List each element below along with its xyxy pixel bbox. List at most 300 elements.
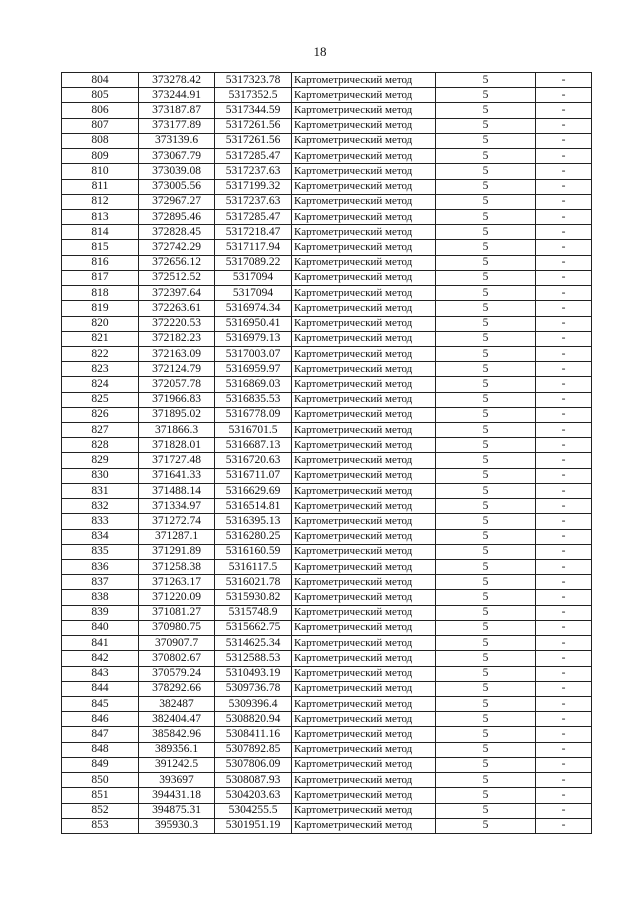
x-coordinate-cell: 391242.5	[139, 757, 215, 772]
description-cell: -	[536, 818, 592, 833]
method-cell: Картометрический метод	[292, 240, 436, 255]
y-coordinate-cell: 5316687.13	[215, 438, 292, 453]
y-coordinate-cell: 5316021.78	[215, 575, 292, 590]
x-coordinate-cell: 372742.29	[139, 240, 215, 255]
method-cell: Картометрический метод	[292, 407, 436, 422]
table-row	[62, 590, 592, 605]
method-cell: Картометрический метод	[292, 286, 436, 301]
table-row	[62, 316, 592, 331]
table-row	[62, 803, 592, 818]
y-coordinate-cell: 5315930.82	[215, 590, 292, 605]
accuracy-cell: 5	[436, 255, 536, 270]
x-coordinate-cell: 371727.48	[139, 453, 215, 468]
x-coordinate-cell: 371258.38	[139, 560, 215, 575]
table-row	[62, 818, 592, 833]
method-cell: Картометрический метод	[292, 133, 436, 148]
description-cell: -	[536, 651, 592, 666]
point-number-cell: 818	[62, 286, 139, 301]
point-number-cell: 825	[62, 392, 139, 407]
coordinates-table-body	[62, 73, 592, 834]
table-row	[62, 346, 592, 361]
method-cell: Картометрический метод	[292, 742, 436, 757]
x-coordinate-cell: 382404.47	[139, 712, 215, 727]
accuracy-cell: 5	[436, 301, 536, 316]
point-number-cell: 815	[62, 240, 139, 255]
x-coordinate-cell: 373187.87	[139, 103, 215, 118]
point-number-cell: 828	[62, 438, 139, 453]
accuracy-cell: 5	[436, 742, 536, 757]
x-coordinate-cell: 371291.89	[139, 544, 215, 559]
table-row	[62, 696, 592, 711]
point-number-cell: 807	[62, 118, 139, 133]
accuracy-cell: 5	[436, 453, 536, 468]
point-number-cell: 817	[62, 270, 139, 285]
method-cell: Картометрический метод	[292, 179, 436, 194]
description-cell: -	[536, 590, 592, 605]
point-number-cell: 849	[62, 757, 139, 772]
table-row	[62, 194, 592, 209]
x-coordinate-cell: 372124.79	[139, 362, 215, 377]
accuracy-cell: 5	[436, 73, 536, 88]
table-row	[62, 133, 592, 148]
method-cell: Картометрический метод	[292, 103, 436, 118]
method-cell: Картометрический метод	[292, 483, 436, 498]
method-cell: Картометрический метод	[292, 331, 436, 346]
point-number-cell: 823	[62, 362, 139, 377]
description-cell: -	[536, 164, 592, 179]
accuracy-cell: 5	[436, 773, 536, 788]
description-cell: -	[536, 255, 592, 270]
y-coordinate-cell: 5317094	[215, 286, 292, 301]
method-cell: Картометрический метод	[292, 209, 436, 224]
method-cell: Картометрический метод	[292, 696, 436, 711]
x-coordinate-cell: 389356.1	[139, 742, 215, 757]
table-row	[62, 240, 592, 255]
method-cell: Картометрический метод	[292, 316, 436, 331]
x-coordinate-cell: 373005.56	[139, 179, 215, 194]
table-row	[62, 362, 592, 377]
description-cell: -	[536, 499, 592, 514]
description-cell: -	[536, 301, 592, 316]
table-row	[62, 103, 592, 118]
x-coordinate-cell: 371866.3	[139, 423, 215, 438]
x-coordinate-cell: 371263.17	[139, 575, 215, 590]
x-coordinate-cell: 372182.23	[139, 331, 215, 346]
table-row	[62, 301, 592, 316]
point-number-cell: 822	[62, 346, 139, 361]
x-coordinate-cell: 370579.24	[139, 666, 215, 681]
description-cell: -	[536, 179, 592, 194]
x-coordinate-cell: 373244.91	[139, 88, 215, 103]
description-cell: -	[536, 149, 592, 164]
x-coordinate-cell: 373278.42	[139, 73, 215, 88]
table-row	[62, 179, 592, 194]
table-row	[62, 712, 592, 727]
table-row	[62, 225, 592, 240]
method-cell: Картометрический метод	[292, 529, 436, 544]
x-coordinate-cell: 371081.27	[139, 605, 215, 620]
accuracy-cell: 5	[436, 209, 536, 224]
x-coordinate-cell: 382487	[139, 696, 215, 711]
y-coordinate-cell: 5316629.69	[215, 483, 292, 498]
y-coordinate-cell: 5317003.07	[215, 346, 292, 361]
accuracy-cell: 5	[436, 681, 536, 696]
table-row	[62, 118, 592, 133]
method-cell: Картометрический метод	[292, 605, 436, 620]
table-row	[62, 392, 592, 407]
method-cell: Картометрический метод	[292, 270, 436, 285]
description-cell: -	[536, 346, 592, 361]
description-cell: -	[536, 560, 592, 575]
x-coordinate-cell: 371334.97	[139, 499, 215, 514]
point-number-cell: 847	[62, 727, 139, 742]
x-coordinate-cell: 371895.02	[139, 407, 215, 422]
point-number-cell: 835	[62, 544, 139, 559]
y-coordinate-cell: 5314625.34	[215, 636, 292, 651]
point-number-cell: 826	[62, 407, 139, 422]
table-row	[62, 286, 592, 301]
x-coordinate-cell: 371966.83	[139, 392, 215, 407]
method-cell: Картометрический метод	[292, 666, 436, 681]
point-number-cell: 851	[62, 788, 139, 803]
description-cell: -	[536, 727, 592, 742]
description-cell: -	[536, 118, 592, 133]
method-cell: Картометрический метод	[292, 149, 436, 164]
x-coordinate-cell: 371220.09	[139, 590, 215, 605]
point-number-cell: 805	[62, 88, 139, 103]
point-number-cell: 852	[62, 803, 139, 818]
accuracy-cell: 5	[436, 438, 536, 453]
table-row	[62, 788, 592, 803]
y-coordinate-cell: 5317237.63	[215, 194, 292, 209]
accuracy-cell: 5	[436, 696, 536, 711]
accuracy-cell: 5	[436, 362, 536, 377]
point-number-cell: 840	[62, 620, 139, 635]
y-coordinate-cell: 5316117.5	[215, 560, 292, 575]
y-coordinate-cell: 5301951.19	[215, 818, 292, 833]
accuracy-cell: 5	[436, 529, 536, 544]
accuracy-cell: 5	[436, 240, 536, 255]
x-coordinate-cell: 371287.1	[139, 529, 215, 544]
y-coordinate-cell: 5316778.09	[215, 407, 292, 422]
point-number-cell: 853	[62, 818, 139, 833]
y-coordinate-cell: 5309736.78	[215, 681, 292, 696]
description-cell: -	[536, 468, 592, 483]
method-cell: Картометрический метод	[292, 377, 436, 392]
accuracy-cell: 5	[436, 590, 536, 605]
accuracy-cell: 5	[436, 133, 536, 148]
point-number-cell: 809	[62, 149, 139, 164]
point-number-cell: 843	[62, 666, 139, 681]
description-cell: -	[536, 423, 592, 438]
accuracy-cell: 5	[436, 636, 536, 651]
accuracy-cell: 5	[436, 651, 536, 666]
y-coordinate-cell: 5316950.41	[215, 316, 292, 331]
description-cell: -	[536, 225, 592, 240]
x-coordinate-cell: 395930.3	[139, 818, 215, 833]
point-number-cell: 845	[62, 696, 139, 711]
point-number-cell: 829	[62, 453, 139, 468]
accuracy-cell: 5	[436, 575, 536, 590]
description-cell: -	[536, 636, 592, 651]
point-number-cell: 841	[62, 636, 139, 651]
point-number-cell: 830	[62, 468, 139, 483]
method-cell: Картометрический метод	[292, 362, 436, 377]
x-coordinate-cell: 372512.52	[139, 270, 215, 285]
table-row	[62, 544, 592, 559]
y-coordinate-cell: 5317237.63	[215, 164, 292, 179]
table-row	[62, 88, 592, 103]
accuracy-cell: 5	[436, 88, 536, 103]
description-cell: -	[536, 544, 592, 559]
table-row	[62, 331, 592, 346]
x-coordinate-cell: 371488.14	[139, 483, 215, 498]
accuracy-cell: 5	[436, 377, 536, 392]
method-cell: Картометрический метод	[292, 438, 436, 453]
y-coordinate-cell: 5317261.56	[215, 118, 292, 133]
description-cell: -	[536, 529, 592, 544]
accuracy-cell: 5	[436, 407, 536, 422]
y-coordinate-cell: 5307806.09	[215, 757, 292, 772]
table-row	[62, 423, 592, 438]
method-cell: Картометрический метод	[292, 194, 436, 209]
x-coordinate-cell: 372895.46	[139, 209, 215, 224]
method-cell: Картометрический метод	[292, 560, 436, 575]
x-coordinate-cell: 371641.33	[139, 468, 215, 483]
accuracy-cell: 5	[436, 149, 536, 164]
x-coordinate-cell: 372163.09	[139, 346, 215, 361]
point-number-cell: 821	[62, 331, 139, 346]
point-number-cell: 808	[62, 133, 139, 148]
description-cell: -	[536, 483, 592, 498]
x-coordinate-cell: 371272.74	[139, 514, 215, 529]
table-row	[62, 651, 592, 666]
accuracy-cell: 5	[436, 331, 536, 346]
y-coordinate-cell: 5317094	[215, 270, 292, 285]
table-row	[62, 727, 592, 742]
y-coordinate-cell: 5317352.5	[215, 88, 292, 103]
x-coordinate-cell: 373177.89	[139, 118, 215, 133]
point-number-cell: 848	[62, 742, 139, 757]
x-coordinate-cell: 373067.79	[139, 149, 215, 164]
method-cell: Картометрический метод	[292, 164, 436, 179]
accuracy-cell: 5	[436, 286, 536, 301]
x-coordinate-cell: 372967.27	[139, 194, 215, 209]
accuracy-cell: 5	[436, 757, 536, 772]
accuracy-cell: 5	[436, 788, 536, 803]
method-cell: Картометрический метод	[292, 544, 436, 559]
x-coordinate-cell: 370980.75	[139, 620, 215, 635]
description-cell: -	[536, 666, 592, 681]
table-row	[62, 438, 592, 453]
accuracy-cell: 5	[436, 468, 536, 483]
y-coordinate-cell: 5315662.75	[215, 620, 292, 635]
y-coordinate-cell: 5308820.94	[215, 712, 292, 727]
method-cell: Картометрический метод	[292, 681, 436, 696]
description-cell: -	[536, 681, 592, 696]
description-cell: -	[536, 209, 592, 224]
table-row	[62, 636, 592, 651]
point-number-cell: 824	[62, 377, 139, 392]
accuracy-cell: 5	[436, 605, 536, 620]
description-cell: -	[536, 696, 592, 711]
description-cell: -	[536, 514, 592, 529]
description-cell: -	[536, 88, 592, 103]
table-row	[62, 255, 592, 270]
point-number-cell: 837	[62, 575, 139, 590]
x-coordinate-cell: 372220.53	[139, 316, 215, 331]
description-cell: -	[536, 803, 592, 818]
y-coordinate-cell: 5316959.97	[215, 362, 292, 377]
table-row	[62, 681, 592, 696]
method-cell: Картометрический метод	[292, 423, 436, 438]
method-cell: Картометрический метод	[292, 514, 436, 529]
point-number-cell: 804	[62, 73, 139, 88]
x-coordinate-cell: 372656.12	[139, 255, 215, 270]
y-coordinate-cell: 5310493.19	[215, 666, 292, 681]
method-cell: Картометрический метод	[292, 803, 436, 818]
y-coordinate-cell: 5316701.5	[215, 423, 292, 438]
description-cell: -	[536, 377, 592, 392]
y-coordinate-cell: 5316720.63	[215, 453, 292, 468]
accuracy-cell: 5	[436, 666, 536, 681]
description-cell: -	[536, 453, 592, 468]
accuracy-cell: 5	[436, 499, 536, 514]
y-coordinate-cell: 5317323.78	[215, 73, 292, 88]
accuracy-cell: 5	[436, 818, 536, 833]
x-coordinate-cell: 385842.96	[139, 727, 215, 742]
point-number-cell: 819	[62, 301, 139, 316]
method-cell: Картометрический метод	[292, 301, 436, 316]
accuracy-cell: 5	[436, 103, 536, 118]
x-coordinate-cell: 372263.61	[139, 301, 215, 316]
table-row	[62, 757, 592, 772]
accuracy-cell: 5	[436, 620, 536, 635]
y-coordinate-cell: 5308087.93	[215, 773, 292, 788]
y-coordinate-cell: 5316395.13	[215, 514, 292, 529]
point-number-cell: 814	[62, 225, 139, 240]
table-row	[62, 560, 592, 575]
method-cell: Картометрический метод	[292, 468, 436, 483]
point-number-cell: 810	[62, 164, 139, 179]
point-number-cell: 832	[62, 499, 139, 514]
table-row	[62, 209, 592, 224]
point-number-cell: 836	[62, 560, 139, 575]
description-cell: -	[536, 392, 592, 407]
method-cell: Картометрический метод	[292, 255, 436, 270]
table-row	[62, 73, 592, 88]
description-cell: -	[536, 316, 592, 331]
table-row	[62, 453, 592, 468]
point-number-cell: 838	[62, 590, 139, 605]
description-cell: -	[536, 270, 592, 285]
x-coordinate-cell: 394431.18	[139, 788, 215, 803]
accuracy-cell: 5	[436, 392, 536, 407]
method-cell: Картометрический метод	[292, 73, 436, 88]
y-coordinate-cell: 5308411.16	[215, 727, 292, 742]
method-cell: Картометрический метод	[292, 590, 436, 605]
x-coordinate-cell: 393697	[139, 773, 215, 788]
method-cell: Картометрический метод	[292, 636, 436, 651]
point-number-cell: 812	[62, 194, 139, 209]
point-number-cell: 846	[62, 712, 139, 727]
y-coordinate-cell: 5315748.9	[215, 605, 292, 620]
x-coordinate-cell: 378292.66	[139, 681, 215, 696]
point-number-cell: 842	[62, 651, 139, 666]
y-coordinate-cell: 5317285.47	[215, 149, 292, 164]
accuracy-cell: 5	[436, 270, 536, 285]
accuracy-cell: 5	[436, 346, 536, 361]
description-cell: -	[536, 575, 592, 590]
table-row	[62, 483, 592, 498]
accuracy-cell: 5	[436, 803, 536, 818]
y-coordinate-cell: 5309396.4	[215, 696, 292, 711]
accuracy-cell: 5	[436, 316, 536, 331]
method-cell: Картометрический метод	[292, 773, 436, 788]
accuracy-cell: 5	[436, 423, 536, 438]
accuracy-cell: 5	[436, 225, 536, 240]
table-row	[62, 164, 592, 179]
y-coordinate-cell: 5316835.53	[215, 392, 292, 407]
accuracy-cell: 5	[436, 179, 536, 194]
x-coordinate-cell: 372057.78	[139, 377, 215, 392]
accuracy-cell: 5	[436, 194, 536, 209]
y-coordinate-cell: 5317089.22	[215, 255, 292, 270]
point-number-cell: 820	[62, 316, 139, 331]
accuracy-cell: 5	[436, 544, 536, 559]
table-row	[62, 773, 592, 788]
accuracy-cell: 5	[436, 483, 536, 498]
description-cell: -	[536, 194, 592, 209]
table-row	[62, 605, 592, 620]
accuracy-cell: 5	[436, 560, 536, 575]
method-cell: Картометрический метод	[292, 392, 436, 407]
point-number-cell: 831	[62, 483, 139, 498]
description-cell: -	[536, 773, 592, 788]
y-coordinate-cell: 5317261.56	[215, 133, 292, 148]
table-row	[62, 499, 592, 514]
description-cell: -	[536, 788, 592, 803]
table-row	[62, 149, 592, 164]
y-coordinate-cell: 5317117.94	[215, 240, 292, 255]
y-coordinate-cell: 5312588.53	[215, 651, 292, 666]
y-coordinate-cell: 5317344.59	[215, 103, 292, 118]
method-cell: Картометрический метод	[292, 620, 436, 635]
x-coordinate-cell: 370907.7	[139, 636, 215, 651]
y-coordinate-cell: 5316869.03	[215, 377, 292, 392]
x-coordinate-cell: 373039.08	[139, 164, 215, 179]
method-cell: Картометрический метод	[292, 346, 436, 361]
method-cell: Картометрический метод	[292, 118, 436, 133]
table-row	[62, 575, 592, 590]
table-row	[62, 270, 592, 285]
y-coordinate-cell: 5317218.47	[215, 225, 292, 240]
description-cell: -	[536, 757, 592, 772]
point-number-cell: 850	[62, 773, 139, 788]
x-coordinate-cell: 372828.45	[139, 225, 215, 240]
table-row	[62, 468, 592, 483]
y-coordinate-cell: 5317199.32	[215, 179, 292, 194]
x-coordinate-cell: 373139.6	[139, 133, 215, 148]
point-number-cell: 834	[62, 529, 139, 544]
method-cell: Картометрический метод	[292, 88, 436, 103]
description-cell: -	[536, 438, 592, 453]
point-number-cell: 833	[62, 514, 139, 529]
y-coordinate-cell: 5304203.63	[215, 788, 292, 803]
description-cell: -	[536, 362, 592, 377]
description-cell: -	[536, 742, 592, 757]
x-coordinate-cell: 394875.31	[139, 803, 215, 818]
